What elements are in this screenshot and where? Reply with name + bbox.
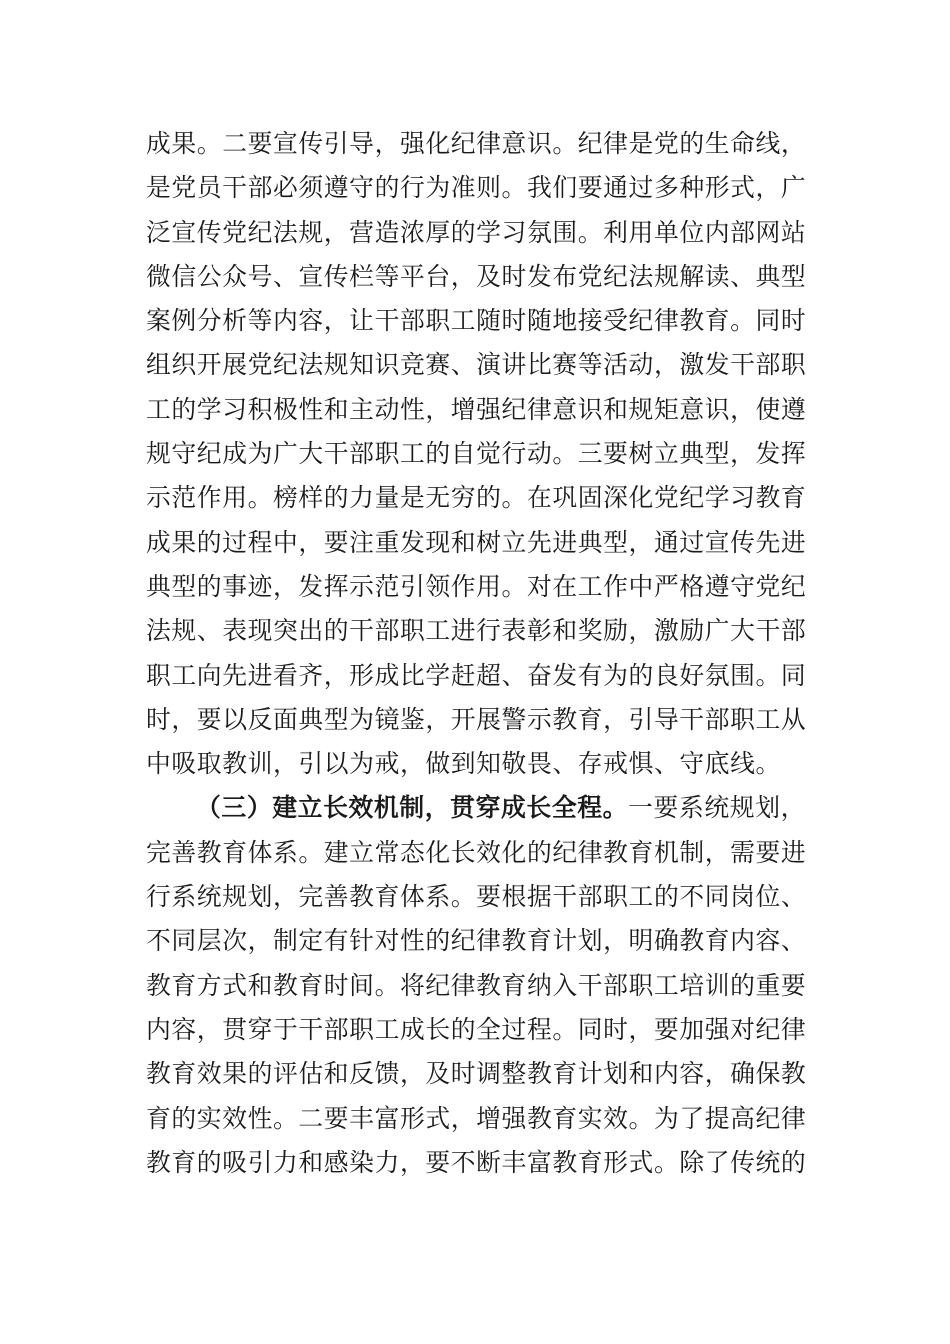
text-line: 教育方式和教育时间。将纪律教育纳入干部职工培训的重要 xyxy=(146,970,807,1000)
text-line: 工的学习积极性和主动性，增强纪律意识和规矩意识，使遵 xyxy=(146,394,807,424)
section-heading: （三）建立长效机制，贯穿成长全程。 xyxy=(196,793,629,823)
text-line: 行系统规划，完善教育体系。要根据干部职工的不同岗位、 xyxy=(146,882,807,912)
text-line: 育的实效性。二要丰富形式，增强教育实效。为了提高纪律 xyxy=(146,1103,807,1133)
text-line: 法规、表现突出的干部职工进行表彰和奖励，激励广大干部 xyxy=(146,616,807,646)
text-line: 中吸取教训，引以为戒，做到知敬畏、存戒惧、守底线。 xyxy=(146,749,781,779)
text-line: 示范作用。榜样的力量是无穷的。在巩固深化党纪学习教育 xyxy=(146,483,807,513)
text-line: 完善教育体系。建立常态化长效化的纪律教育机制，需要进 xyxy=(146,837,807,867)
paragraph-2 xyxy=(146,786,806,1185)
text-line: 微信公众号、宣传栏等平台，及时发布党纪法规解读、典型 xyxy=(146,261,807,291)
text-line: 教育效果的评估和反馈，及时调整教育计划和内容，确保教 xyxy=(146,1059,807,1089)
body-text xyxy=(146,122,806,1185)
text-line: 教育的吸引力和感染力，要不断丰富教育形式。除了传统的 xyxy=(146,1147,807,1177)
text-line: 成果。二要宣传引导，强化纪律意识。纪律是党的生命线， xyxy=(146,129,807,158)
text-line: 内容，贯穿于干部职工成长的全过程。同时，要加强对纪律 xyxy=(146,1014,807,1044)
text-line: 是党员干部必须遵守的行为准则。我们要通过多种形式，广 xyxy=(146,173,807,203)
section-heading-line xyxy=(146,786,806,830)
text-line: 规守纪成为广大干部职工的自觉行动。三要树立典型，发挥 xyxy=(146,439,807,469)
text-line: 典型的事迹，发挥示范引领作用。对在工作中严格遵守党纪 xyxy=(146,571,807,601)
text-line: 组织开展党纪法规知识竞赛、演讲比赛等活动，激发干部职 xyxy=(146,350,807,380)
paragraph-1 xyxy=(146,122,806,786)
text-line: 时，要以反面典型为镜鉴，开展警示教育，引导干部职工从 xyxy=(146,704,807,734)
text-line: 职工向先进看齐，形成比学赶超、奋发有为的良好氛围。同 xyxy=(146,660,807,690)
text-line: 泛宣传党纪法规，营造浓厚的学习氛围。利用单位内部网站 xyxy=(146,217,807,247)
text-line: 不同层次，制定有针对性的纪律教育计划，明确教育内容、 xyxy=(146,926,807,956)
text-line: 成果的过程中，要注重发现和树立先进典型，通过宣传先进 xyxy=(146,527,807,557)
text-line: 案例分析等内容，让干部职工随时随地接受纪律教育。同时 xyxy=(146,306,807,336)
heading-line-rest: 一要系统规划， xyxy=(628,793,807,823)
